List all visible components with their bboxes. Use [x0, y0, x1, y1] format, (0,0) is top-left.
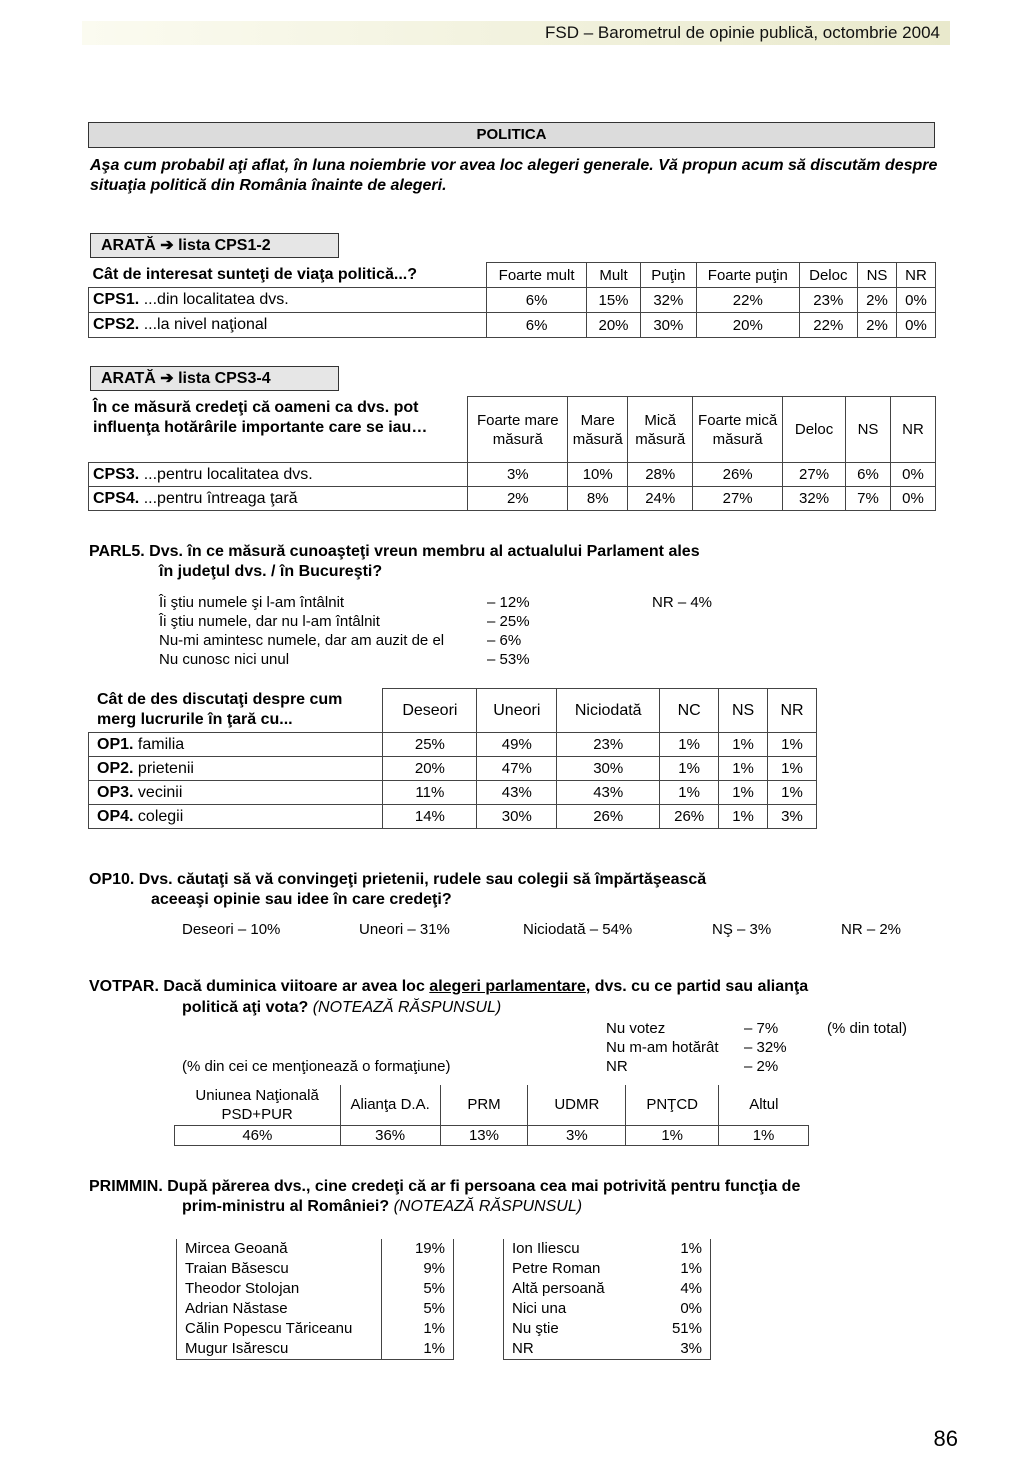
op10-answer: NŞ – 3%: [712, 921, 772, 938]
show-list-cps34: ARATĂ ➔ lista CPS3-4: [90, 366, 339, 391]
cell: 15%: [587, 288, 640, 313]
row-label: prietenii: [137, 759, 194, 777]
cell: 1%: [768, 781, 817, 805]
primmin-code: PRIMMIN.: [89, 1178, 163, 1195]
cell: 7%: [846, 487, 891, 511]
cell: 2%: [468, 487, 568, 511]
row-label: ...la nivel naţional: [143, 316, 268, 333]
candidate-name: Nu ştie: [512, 1320, 559, 1337]
primmin-right-table: [503, 1239, 711, 1360]
cell: 27%: [693, 487, 783, 511]
op-col: Deseori: [383, 689, 477, 733]
row-label: ...din localitatea dvs.: [143, 291, 289, 308]
list-item: [177, 1259, 454, 1279]
party-col: Alianţa D.A.: [340, 1085, 440, 1125]
candidate-value: 19%: [382, 1239, 454, 1259]
cell: 24%: [628, 487, 693, 511]
party-col: UDMR: [528, 1085, 626, 1125]
table-row: [89, 288, 936, 313]
candidate-value: 0%: [680, 1300, 702, 1317]
votpar-question-1: [89, 977, 939, 997]
op-col: NC: [660, 689, 719, 733]
candidate-name: Mircea Geoană: [185, 1240, 288, 1257]
side-label: NR: [606, 1058, 628, 1075]
cell: 13%: [440, 1125, 528, 1145]
op10-question-1: OP10. Dvs. căutaţi să vă convingeţi prietenii, rudele sau colegii să împărtăşească: [89, 871, 707, 888]
candidate-name: Petre Roman: [512, 1260, 601, 1277]
cell: 6%: [486, 313, 586, 338]
row-label: vecinii: [137, 783, 183, 801]
cps12-question: Cât de interesat sunteţi de viaţa politică...?: [92, 265, 418, 283]
list-item: [504, 1239, 711, 1259]
op-col: NR: [768, 689, 817, 733]
candidate-value: 5%: [382, 1279, 454, 1299]
party-col: Altul: [719, 1085, 809, 1125]
cell: 3%: [528, 1125, 626, 1145]
table-row: [89, 487, 936, 511]
candidate-name: Mugur Isărescu: [185, 1340, 289, 1357]
cps12-col: Puţin: [640, 263, 696, 288]
candidate-value: 4%: [680, 1280, 702, 1297]
candidate-value: 1%: [680, 1240, 702, 1257]
parl5-values: [487, 593, 557, 669]
candidate-value: 51%: [671, 1320, 702, 1337]
votpar-code: VOTPAR.: [89, 978, 159, 995]
table-row: [89, 757, 817, 781]
cell: 0%: [896, 313, 935, 338]
primmin-note: (NOTEAZĂ RĂSPUNSUL): [389, 1198, 583, 1215]
row-code: OP3.: [97, 783, 134, 801]
op10-answer: Deseori – 10%: [182, 921, 281, 938]
section-title: POLITICA: [88, 122, 935, 148]
cell: 1%: [719, 805, 768, 829]
parl5-question-2: în judeţul dvs. / în Bucureşti?: [159, 563, 383, 580]
row-code: CPS3.: [93, 465, 140, 483]
cps12-col: NS: [858, 263, 897, 288]
op-col: Uneori: [477, 689, 557, 733]
cell: 20%: [697, 313, 800, 338]
primmin-text: După părerea dvs., cine credeţi că ar fi persoana cea mai potrivită pentru funcţia de: [167, 1178, 801, 1195]
votpar-underlined: alegeri parlamentare: [429, 978, 586, 995]
parl5-question-1: PARL5. Dvs. în ce măsură cunoaşteţi vreun membru al actualului Parlament ales: [89, 543, 700, 560]
cell: 1%: [660, 757, 719, 781]
op10-answer: Uneori – 31%: [359, 921, 450, 938]
side-value: – 7%: [744, 1020, 779, 1037]
answer-value: – 25%: [487, 613, 530, 630]
primmin-text: prim-ministru al României?: [182, 1198, 390, 1215]
row-label: ...pentru localitatea dvs.: [143, 465, 313, 483]
cps12-col: Mult: [587, 263, 640, 288]
cell: 1%: [719, 1125, 809, 1145]
cell: 6%: [486, 288, 586, 313]
primmin-left-table: [176, 1239, 454, 1360]
op10-answer: Niciodată – 54%: [523, 921, 633, 938]
cps34-col: Mare măsură: [568, 397, 628, 463]
list-item: [177, 1339, 454, 1360]
row-label: colegii: [137, 807, 184, 825]
cell: 25%: [383, 733, 477, 757]
cps34-col: Foarte mică măsură: [693, 397, 783, 463]
answer-value: – 53%: [487, 651, 530, 668]
candidate-name: Altă persoană: [512, 1280, 605, 1297]
candidate-value: 1%: [680, 1260, 702, 1277]
candidate-name: Theodor Stolojan: [185, 1280, 300, 1297]
list-item: [177, 1319, 454, 1339]
row-code: CPS2.: [93, 316, 140, 333]
list-item: [177, 1279, 454, 1299]
cell: 1%: [768, 733, 817, 757]
table-row: [89, 733, 817, 757]
cell: 8%: [568, 487, 628, 511]
answer-value: – 12%: [487, 594, 530, 611]
side-value: – 2%: [744, 1058, 779, 1075]
cell: 1%: [719, 733, 768, 757]
row-label: ...pentru întreaga ţară: [143, 489, 298, 507]
party-col: PNŢCD: [626, 1085, 719, 1125]
votpar-note: (NOTEAZĂ RĂSPUNSUL): [308, 999, 502, 1016]
cell: 30%: [640, 313, 696, 338]
candidate-name: Călin Popescu Tăriceanu: [185, 1320, 353, 1337]
op-col: NS: [719, 689, 768, 733]
cell: 1%: [660, 733, 719, 757]
cell: 11%: [383, 781, 477, 805]
cps12-col: Foarte mult: [486, 263, 586, 288]
side-value: – 32%: [744, 1039, 787, 1056]
table-row: [175, 1125, 809, 1145]
cps34-col: Foarte mare măsură: [468, 397, 568, 463]
list-item: [504, 1339, 711, 1360]
cell: 23%: [557, 733, 660, 757]
candidate-name: NR: [512, 1340, 534, 1357]
answer-label: Îi ştiu numele şi l-am întâlnit: [159, 594, 345, 611]
candidate-name: Adrian Năstase: [185, 1300, 288, 1317]
row-code: CPS4.: [93, 489, 140, 507]
candidate-value: 1%: [382, 1339, 454, 1360]
votpar-side-note: (% din total): [827, 1020, 908, 1037]
cell: 10%: [568, 463, 628, 487]
votpar-text: , dvs. cu ce partid sau alianţa: [585, 978, 809, 995]
cps34-question: În ce măsură credeţi că oameni ca dvs. pot influenţa hotărârile importante care se iau…: [93, 399, 428, 436]
cell: 0%: [890, 463, 935, 487]
votpar-side-values: [744, 1019, 804, 1076]
votpar-table: [174, 1085, 809, 1146]
cell: 47%: [477, 757, 557, 781]
side-label: Nu votez: [606, 1020, 666, 1037]
cell: 30%: [557, 757, 660, 781]
cell: 20%: [383, 757, 477, 781]
candidate-value: 5%: [382, 1299, 454, 1319]
candidate-name: Nici una: [512, 1300, 567, 1317]
cell: 20%: [587, 313, 640, 338]
votpar-question-2: [182, 998, 501, 1018]
answer-label: Îi ştiu numele, dar nu l-am întâlnit: [159, 613, 380, 630]
list-item: [504, 1279, 711, 1299]
cell: 26%: [660, 805, 719, 829]
primmin-question-2: [182, 1197, 582, 1217]
cell: 1%: [768, 757, 817, 781]
candidate-value: 9%: [382, 1259, 454, 1279]
list-item: [504, 1319, 711, 1339]
op-col: Niciodată: [557, 689, 660, 733]
row-code: OP2.: [97, 759, 134, 777]
cps12-col: NR: [896, 263, 935, 288]
primmin-question-1: [89, 1177, 800, 1197]
parl5-nr: NR – 4%: [652, 594, 713, 611]
cell: 3%: [768, 805, 817, 829]
list-item: [504, 1299, 711, 1319]
cell: 0%: [896, 288, 935, 313]
cps34-table: [88, 396, 936, 511]
page-number: 86: [933, 1426, 958, 1451]
list-item: [177, 1239, 454, 1259]
cell: 32%: [640, 288, 696, 313]
cell: 32%: [783, 487, 846, 511]
cell: 2%: [858, 313, 897, 338]
intro-text: Aşa cum probabil aţi aflat, în luna noiembrie vor avea loc alegeri generale. Vă propun acum să discutăm despre situaţia politică din România înainte de alegeri.: [90, 157, 938, 194]
show-list-cps12: ARATĂ ➔ lista CPS1-2: [90, 233, 339, 258]
row-label: familia: [137, 735, 185, 753]
candidate-value: 3%: [680, 1340, 702, 1357]
cell: 28%: [628, 463, 693, 487]
list-item: [504, 1259, 711, 1279]
cell: 3%: [468, 463, 568, 487]
answer-label: Nu cunosc nici unul: [159, 651, 290, 668]
cell: 27%: [783, 463, 846, 487]
table-row: [89, 781, 817, 805]
list-item: [177, 1299, 454, 1319]
cps34-col: Mică măsură: [628, 397, 693, 463]
answer-label: Nu-mi amintesc numele, dar am auzit de el: [159, 632, 445, 649]
cps34-col: NR: [890, 397, 935, 463]
cell: 49%: [477, 733, 557, 757]
row-code: OP1.: [97, 735, 134, 753]
row-code: OP4.: [97, 807, 134, 825]
votpar-text: politică aţi vota?: [182, 999, 309, 1016]
side-label: Nu m-am hotărât: [606, 1039, 719, 1056]
page-header: FSD – Barometrul de opinie publică, octombrie 2004: [82, 21, 950, 45]
cps34-col: NS: [846, 397, 891, 463]
votpar-side-labels: [606, 1019, 746, 1076]
cell: 43%: [477, 781, 557, 805]
row-code: CPS1.: [93, 291, 140, 308]
cell: 46%: [175, 1125, 341, 1145]
party-col: PRM: [440, 1085, 528, 1125]
cell: 30%: [477, 805, 557, 829]
cell: 1%: [719, 757, 768, 781]
op-question: Cât de des discutaţi despre cum merg lucrurile în ţară cu...: [97, 691, 343, 728]
cell: 1%: [660, 781, 719, 805]
cell: 1%: [719, 781, 768, 805]
votpar-base-note: (% din cei ce menţionează o formaţiune): [182, 1058, 451, 1075]
cell: 36%: [340, 1125, 440, 1145]
answer-value: – 6%: [487, 632, 522, 649]
cell: 43%: [557, 781, 660, 805]
op10-answer: NR – 2%: [841, 921, 902, 938]
cps34-col: Deloc: [783, 397, 846, 463]
op10-question-2: aceeaşi opinie sau idee în care credeţi?: [151, 891, 452, 908]
cps12-table: [88, 262, 936, 338]
cell: 22%: [799, 313, 857, 338]
candidate-name: Traian Băsescu: [185, 1260, 289, 1277]
candidate-value: 1%: [382, 1319, 454, 1339]
table-row: [89, 313, 936, 338]
table-row: [89, 463, 936, 487]
cps12-col: Deloc: [799, 263, 857, 288]
party-col: Uniunea Naţională PSD+PUR: [175, 1085, 341, 1125]
cell: 26%: [693, 463, 783, 487]
cell: 0%: [890, 487, 935, 511]
cell: 26%: [557, 805, 660, 829]
votpar-text: Dacă duminica viitoare ar avea loc: [163, 978, 430, 995]
cell: 1%: [626, 1125, 719, 1145]
cell: 23%: [799, 288, 857, 313]
cell: 2%: [858, 288, 897, 313]
op-table: [88, 688, 817, 829]
cell: 14%: [383, 805, 477, 829]
cell: 22%: [697, 288, 800, 313]
cps12-col: Foarte puţin: [697, 263, 800, 288]
parl5-labels: [159, 593, 489, 669]
cell: 6%: [846, 463, 891, 487]
table-row: [89, 805, 817, 829]
candidate-name: Ion Iliescu: [512, 1240, 580, 1257]
